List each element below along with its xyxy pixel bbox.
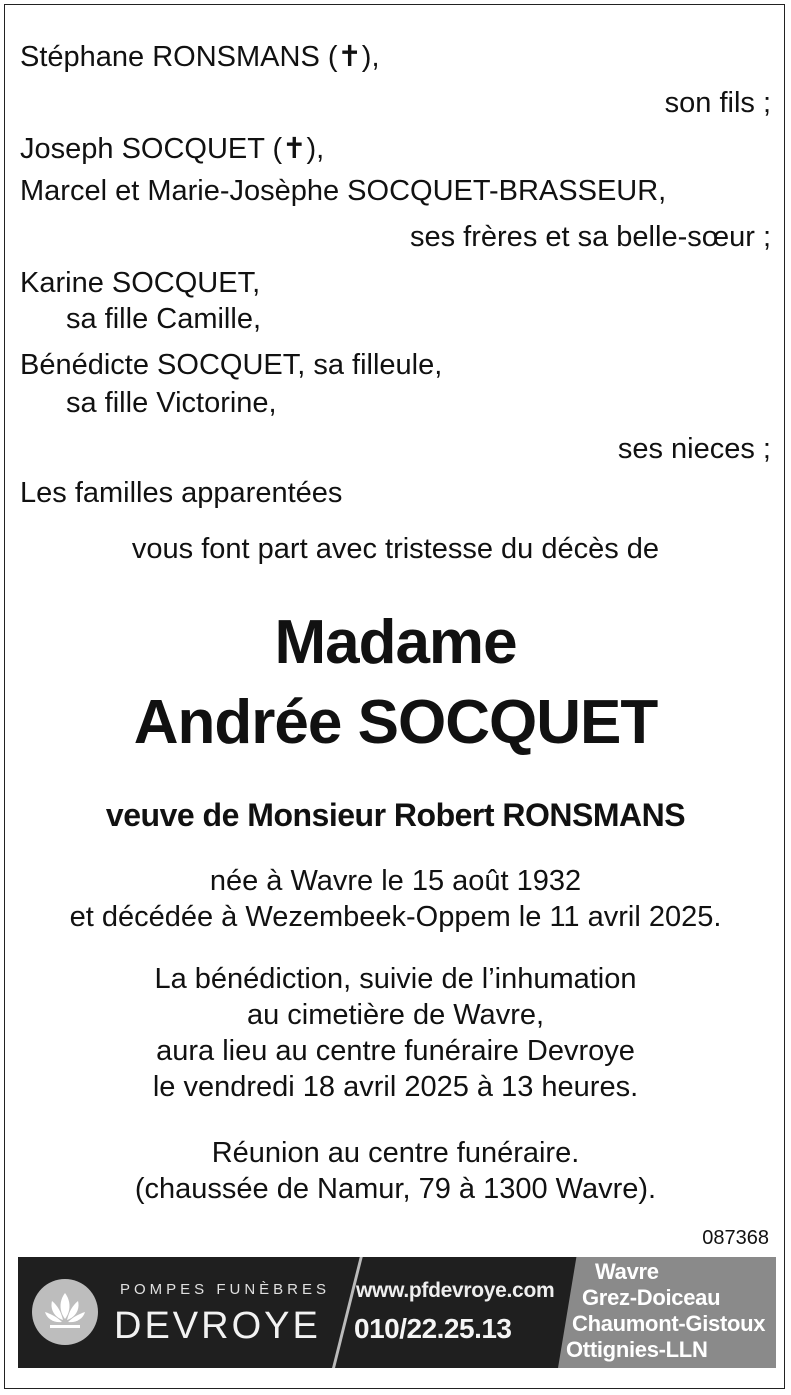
death-line: et décédée à Wezembeek-Oppem le 11 avril 2025. — [69, 901, 722, 933]
town-2: Grez-Doiceau — [582, 1285, 721, 1310]
phone-number: 010/22.25.13 — [354, 1313, 512, 1344]
reference-number: 087368 — [702, 1227, 769, 1249]
family-line-9: sa fille Victorine, — [66, 387, 277, 419]
lotus-flower-icon — [32, 1279, 98, 1345]
deceased-name: Andrée SOCQUET — [133, 688, 658, 757]
family-line-4: Marcel et Marie-Josèphe SOCQUET-BRASSEUR, — [20, 175, 667, 207]
family-line-3: Joseph SOCQUET (✝), — [20, 133, 325, 165]
birth-line: née à Wavre le 15 août 1932 — [209, 865, 582, 897]
widow-line: veuve de Monsieur Robert RONSMANS — [105, 797, 686, 833]
brand-name: DEVROYE — [114, 1305, 321, 1347]
family-line-1: Stéphane RONSMANS (✝), — [20, 41, 380, 73]
family-line-2: son fils ; — [664, 87, 771, 119]
town-3: Chaumont-Gistoux — [572, 1311, 766, 1336]
deceased-title: Madame — [274, 608, 517, 677]
family-line-5: ses frères et sa belle-sœur ; — [410, 221, 771, 253]
meeting-line-1: Réunion au centre funéraire. — [211, 1137, 580, 1169]
pompes-funebres-label: POMPES FUNÈBRES — [120, 1281, 331, 1298]
town-1: Wavre — [595, 1259, 659, 1284]
ceremony-line-1: La bénédiction, suivie de l’inhumation — [154, 963, 637, 995]
family-line-10: ses nieces ; — [617, 433, 771, 465]
family-line-7: sa fille Camille, — [66, 303, 261, 335]
announcement-text: vous font part avec tristesse du décès de — [131, 533, 660, 565]
family-line-6: Karine SOCQUET, — [20, 267, 261, 299]
family-line-11: Les familles apparentées — [20, 477, 343, 509]
meeting-line-2: (chaussée de Namur, 79 à 1300 Wavre). — [134, 1173, 657, 1205]
town-4: Ottignies-LLN — [566, 1337, 708, 1362]
ceremony-line-4: le vendredi 18 avril 2025 à 13 heures. — [152, 1071, 639, 1103]
funeral-home-banner — [18, 1257, 776, 1368]
ceremony-line-2: au cimetière de Wavre, — [246, 999, 545, 1031]
family-line-8: Bénédicte SOCQUET, sa filleule, — [20, 349, 443, 381]
website-link[interactable]: www.pfdevroye.com — [356, 1279, 555, 1302]
ceremony-line-3: aura lieu au centre funéraire Devroye — [156, 1035, 635, 1067]
